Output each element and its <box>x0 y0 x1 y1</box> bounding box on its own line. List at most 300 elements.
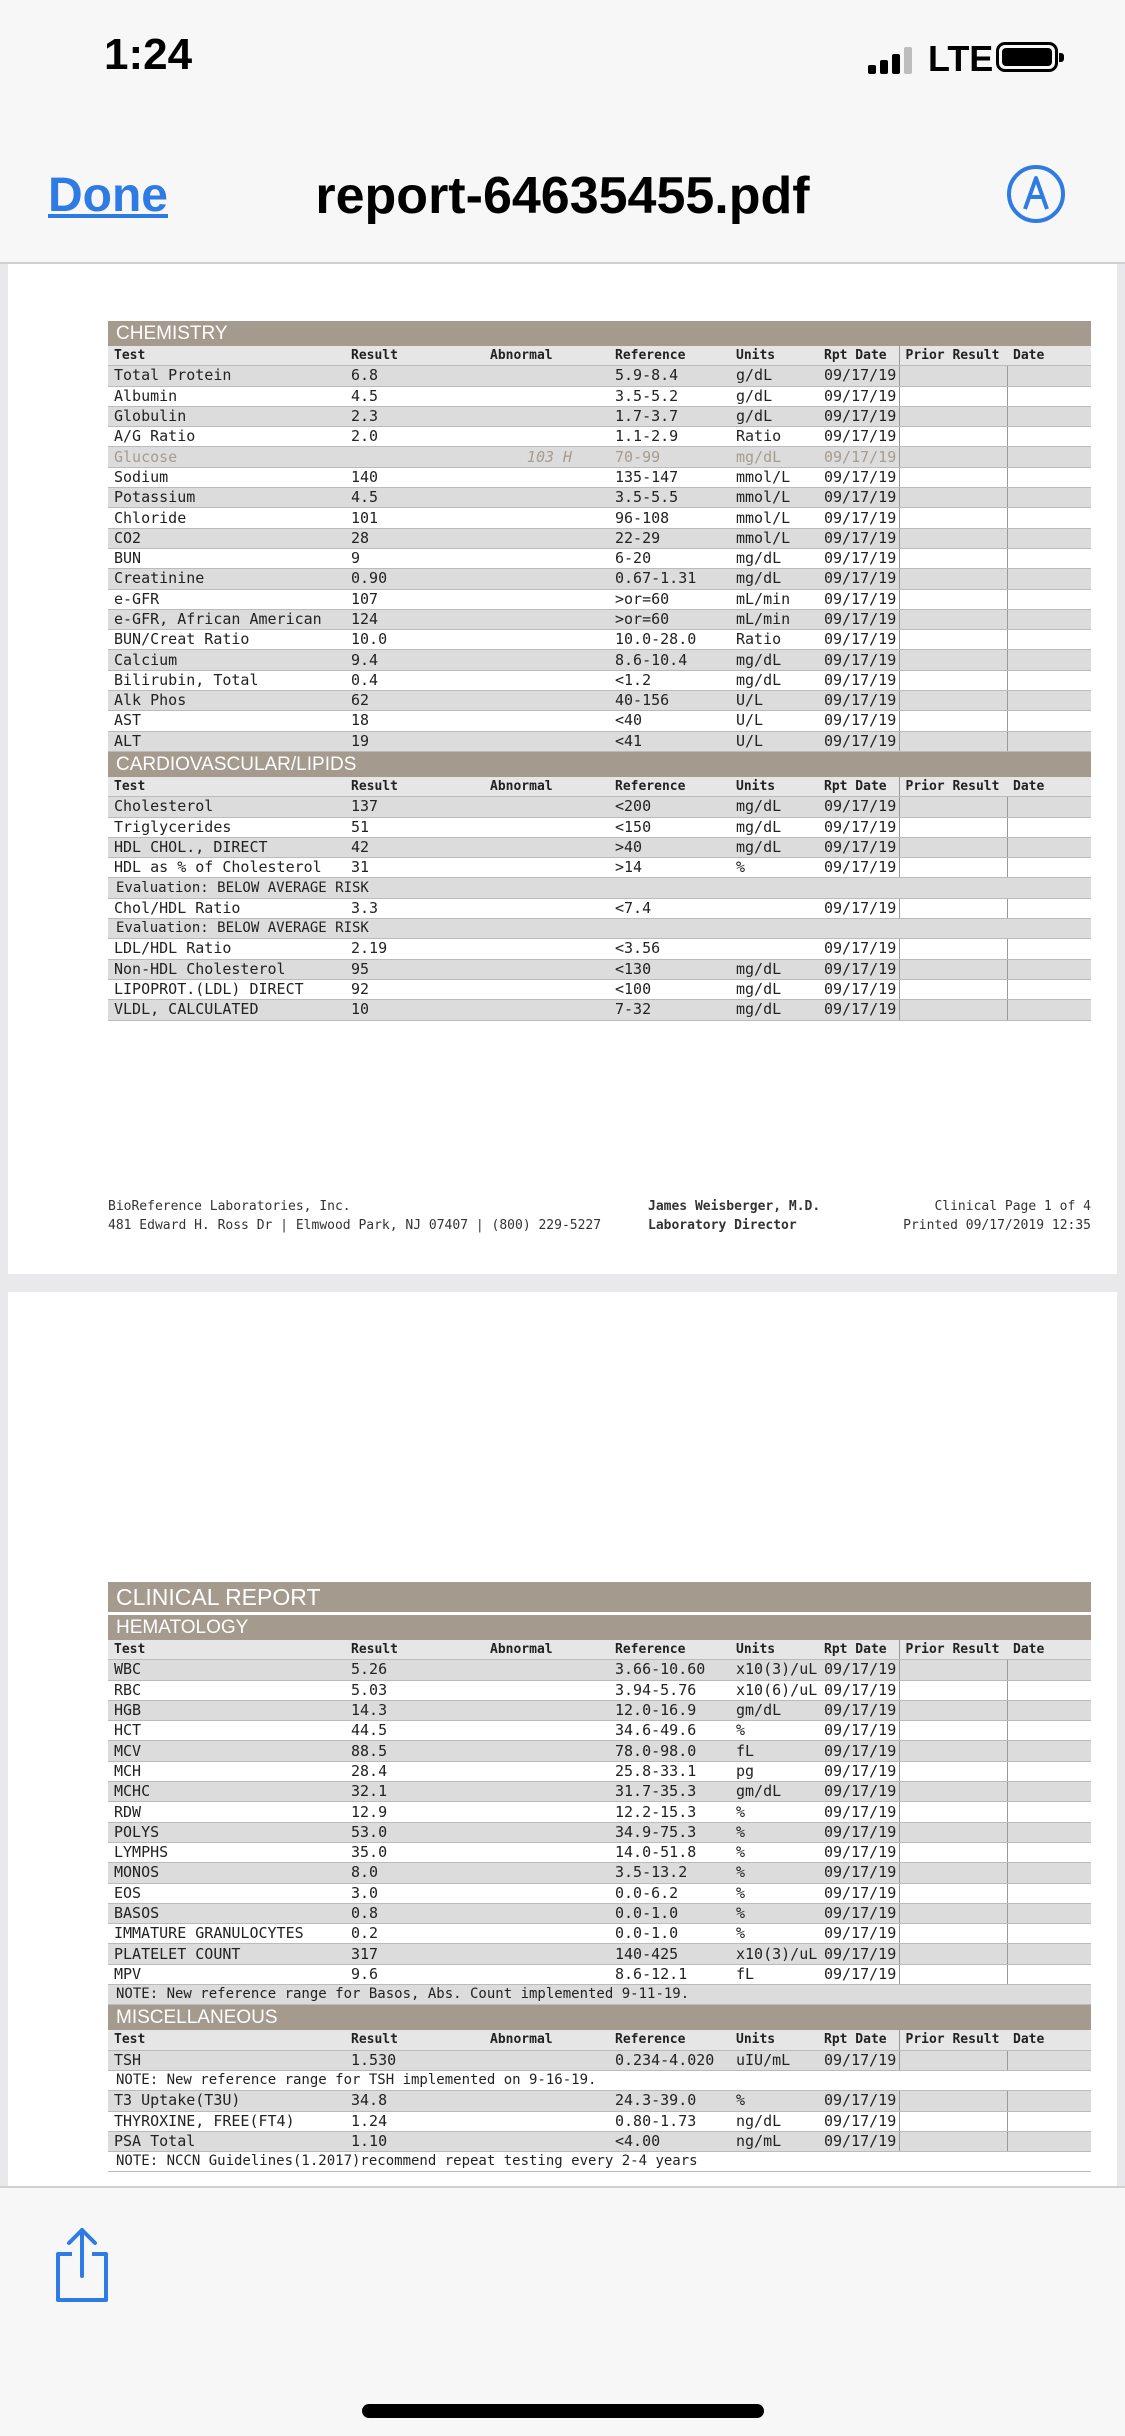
abnormal-value <box>484 898 609 918</box>
column-header: Date <box>1007 346 1091 366</box>
prior-date <box>1007 1761 1091 1781</box>
units: mg/dL <box>730 837 818 857</box>
result-value: 18 <box>345 711 484 731</box>
test-name: PLATELET COUNT <box>108 1944 345 1964</box>
table-row <box>108 1863 1091 1883</box>
test-name: BASOS <box>108 1903 345 1923</box>
result-value: 5.26 <box>345 1660 484 1680</box>
units: gm/dL <box>730 1782 818 1802</box>
result-value: 0.2 <box>345 1924 484 1944</box>
prior-result <box>899 979 1007 999</box>
result-value: 124 <box>345 609 484 629</box>
result-value: 1.530 <box>345 2050 484 2070</box>
reference-range: 0.67-1.31 <box>609 569 730 589</box>
prior-date <box>1007 898 1091 918</box>
reference-range: 1.7-3.7 <box>609 406 730 426</box>
reference-range: 40-156 <box>609 691 730 711</box>
result-value: 9.6 <box>345 1964 484 1984</box>
prior-date <box>1007 731 1091 751</box>
director-title: Laboratory Director <box>648 1218 797 1233</box>
column-header: Date <box>1007 1640 1091 1660</box>
table-row <box>108 1903 1091 1923</box>
abnormal-value: 103 H <box>484 447 609 467</box>
prior-result <box>899 630 1007 650</box>
test-name: WBC <box>108 1660 345 1680</box>
prior-date <box>1007 1782 1091 1802</box>
note-text: Evaluation: BELOW AVERAGE RISK <box>108 878 1091 898</box>
note-text: NOTE: NCCN Guidelines(1.2017)recommend repeat testing every 2-4 years <box>108 2152 1091 2172</box>
abnormal-value <box>484 1782 609 1802</box>
result-value: 4.5 <box>345 488 484 508</box>
prior-result <box>899 817 1007 837</box>
abnormal-value <box>484 959 609 979</box>
result-value: 3.0 <box>345 1883 484 1903</box>
report-date: 09/17/19 <box>818 569 899 589</box>
abnormal-value <box>484 467 609 487</box>
abnormal-value <box>484 427 609 447</box>
reference-range: >40 <box>609 837 730 857</box>
test-name: PSA Total <box>108 2131 345 2151</box>
table-row <box>108 467 1091 487</box>
reference-range: <3.56 <box>609 939 730 959</box>
prior-result <box>899 569 1007 589</box>
prior-result <box>899 2111 1007 2131</box>
test-name: T3 Uptake(T3U) <box>108 2091 345 2111</box>
result-value: 101 <box>345 508 484 528</box>
test-name: IMMATURE GRANULOCYTES <box>108 1924 345 1944</box>
prior-result <box>899 691 1007 711</box>
reference-range: 135-147 <box>609 467 730 487</box>
result-value: 95 <box>345 959 484 979</box>
prior-date <box>1007 1700 1091 1720</box>
prior-date <box>1007 817 1091 837</box>
abnormal-value <box>484 2050 609 2070</box>
done-button[interactable]: Done <box>48 169 168 222</box>
units: % <box>730 1842 818 1862</box>
report-date: 09/17/19 <box>818 1782 899 1802</box>
units: ng/mL <box>730 2131 818 2151</box>
table-row <box>108 1842 1091 1862</box>
units: % <box>730 2091 818 2111</box>
abnormal-value <box>484 1680 609 1700</box>
prior-date <box>1007 609 1091 629</box>
prior-date <box>1007 548 1091 568</box>
home-indicator[interactable] <box>362 2404 764 2418</box>
test-name: Potassium <box>108 488 345 508</box>
units: mmol/L <box>730 467 818 487</box>
table-row <box>108 1924 1091 1944</box>
note-text: Evaluation: BELOW AVERAGE RISK <box>108 919 1091 939</box>
miscellaneous-table <box>108 2030 1091 2172</box>
units: uIU/mL <box>730 2050 818 2070</box>
test-name: POLYS <box>108 1822 345 1842</box>
share-icon[interactable] <box>52 2226 112 2304</box>
test-name: BUN/Creat Ratio <box>108 630 345 650</box>
table-row <box>108 1883 1091 1903</box>
prior-result <box>899 797 1007 817</box>
report-date: 09/17/19 <box>818 1863 899 1883</box>
units: mg/dL <box>730 979 818 999</box>
prior-date <box>1007 386 1091 406</box>
report-date: 09/17/19 <box>818 959 899 979</box>
units: % <box>730 1721 818 1741</box>
result-value: 0.8 <box>345 1903 484 1923</box>
report-date: 09/17/19 <box>818 589 899 609</box>
report-date: 09/17/19 <box>818 939 899 959</box>
table-row <box>108 939 1091 959</box>
test-name: VLDL, CALCULATED <box>108 1000 345 1020</box>
abnormal-value <box>484 1822 609 1842</box>
table-row <box>108 2050 1091 2070</box>
prior-result <box>899 589 1007 609</box>
report-date: 09/17/19 <box>818 650 899 670</box>
prior-date <box>1007 467 1091 487</box>
units: U/L <box>730 691 818 711</box>
report-date: 09/17/19 <box>818 898 899 918</box>
reference-range: 10.0-28.0 <box>609 630 730 650</box>
reference-range: 78.0-98.0 <box>609 1741 730 1761</box>
column-header: Prior Result <box>899 346 1007 366</box>
test-name: HCT <box>108 1721 345 1741</box>
result-value: 0.90 <box>345 569 484 589</box>
report-date: 09/17/19 <box>818 630 899 650</box>
abnormal-value <box>484 691 609 711</box>
reference-range: 96-108 <box>609 508 730 528</box>
units: U/L <box>730 711 818 731</box>
reference-range: 0.80-1.73 <box>609 2111 730 2131</box>
units: ng/dL <box>730 2111 818 2131</box>
test-name: Total Protein <box>108 366 345 386</box>
table-row <box>108 898 1091 918</box>
units: mg/dL <box>730 817 818 837</box>
prior-date <box>1007 630 1091 650</box>
prior-date <box>1007 1802 1091 1822</box>
result-value: 9 <box>345 548 484 568</box>
abnormal-value <box>484 1883 609 1903</box>
abnormal-value <box>484 630 609 650</box>
prior-date <box>1007 508 1091 528</box>
prior-date <box>1007 670 1091 690</box>
report-date: 09/17/19 <box>818 1802 899 1822</box>
table-header-row <box>108 1640 1091 1660</box>
report-date: 09/17/19 <box>818 1721 899 1741</box>
column-header: Prior Result <box>899 2030 1007 2050</box>
units: g/dL <box>730 406 818 426</box>
column-header: Reference <box>609 1640 730 1660</box>
abnormal-value <box>484 837 609 857</box>
prior-date <box>1007 569 1091 589</box>
section-header-cardiovascular: CARDIOVASCULAR/LIPIDS <box>108 752 1091 777</box>
result-value: 53.0 <box>345 1822 484 1842</box>
prior-result <box>899 2131 1007 2151</box>
column-header: Test <box>108 1640 345 1660</box>
prior-result <box>899 731 1007 751</box>
report-date: 09/17/19 <box>818 837 899 857</box>
prior-result <box>899 2091 1007 2111</box>
prior-date <box>1007 939 1091 959</box>
abnormal-value <box>484 1700 609 1720</box>
abnormal-value <box>484 731 609 751</box>
test-name: ALT <box>108 731 345 751</box>
test-name: RBC <box>108 1680 345 1700</box>
document-title: report-64635455.pdf <box>315 167 810 225</box>
result-value: 35.0 <box>345 1842 484 1862</box>
prior-result <box>899 858 1007 878</box>
reference-range: 6-20 <box>609 548 730 568</box>
report-date: 09/17/19 <box>818 1842 899 1862</box>
prior-result <box>899 711 1007 731</box>
report-date: 09/17/19 <box>818 2091 899 2111</box>
status-bar <box>0 0 1125 130</box>
prior-date <box>1007 528 1091 548</box>
units: mg/dL <box>730 569 818 589</box>
table-row <box>108 858 1091 878</box>
result-value: 14.3 <box>345 1700 484 1720</box>
units: fL <box>730 1741 818 1761</box>
result-value: 12.9 <box>345 1802 484 1822</box>
column-header: Prior Result <box>899 1640 1007 1660</box>
reference-range: 12.0-16.9 <box>609 1700 730 1720</box>
table-header-row <box>108 2030 1091 2050</box>
table-note-row <box>108 2152 1091 2172</box>
result-value: 92 <box>345 979 484 999</box>
prior-date <box>1007 1000 1091 1020</box>
column-header: Units <box>730 777 818 797</box>
column-header: Rpt Date <box>818 2030 899 2050</box>
report-date: 09/17/19 <box>818 1741 899 1761</box>
table-row <box>108 1761 1091 1781</box>
units <box>730 898 818 918</box>
table-row <box>108 447 1091 467</box>
prior-result <box>899 508 1007 528</box>
table-row <box>108 406 1091 426</box>
test-name: e-GFR, African American <box>108 609 345 629</box>
prior-date <box>1007 589 1091 609</box>
prior-result <box>899 467 1007 487</box>
abnormal-value <box>484 1660 609 1680</box>
units: g/dL <box>730 366 818 386</box>
prior-date <box>1007 1741 1091 1761</box>
table-header-row <box>108 346 1091 366</box>
result-value: 44.5 <box>345 1721 484 1741</box>
units: x10(6)/uL <box>730 1680 818 1700</box>
prior-date <box>1007 1903 1091 1923</box>
report-date: 09/17/19 <box>818 1000 899 1020</box>
test-name: Chol/HDL Ratio <box>108 898 345 918</box>
reference-range: 3.5-13.2 <box>609 1863 730 1883</box>
units: gm/dL <box>730 1700 818 1720</box>
result-value: 88.5 <box>345 1741 484 1761</box>
markup-icon[interactable] <box>1006 164 1066 224</box>
table-row <box>108 817 1091 837</box>
test-name: EOS <box>108 1883 345 1903</box>
test-name: LDL/HDL Ratio <box>108 939 345 959</box>
table-row <box>108 386 1091 406</box>
prior-date <box>1007 427 1091 447</box>
reference-range: 22-29 <box>609 528 730 548</box>
table-row <box>108 731 1091 751</box>
table-note-row <box>108 878 1091 898</box>
abnormal-value <box>484 1721 609 1741</box>
prior-date <box>1007 2050 1091 2070</box>
prior-date <box>1007 1924 1091 1944</box>
prior-date <box>1007 858 1091 878</box>
table-row <box>108 650 1091 670</box>
lab-address: 481 Edward H. Ross Dr | Elmwood Park, NJ 07407 | (800) 229-5227 <box>108 1218 602 1233</box>
test-name: A/G Ratio <box>108 427 345 447</box>
table-row <box>108 630 1091 650</box>
table-row <box>108 2111 1091 2131</box>
table-row <box>108 837 1091 857</box>
units: % <box>730 1802 818 1822</box>
note-text: NOTE: New reference range for Basos, Abs. Count implemented 9-11-19. <box>108 1985 1091 2005</box>
column-header: Abnormal <box>484 2030 609 2050</box>
result-value: 31 <box>345 858 484 878</box>
prior-result <box>899 1903 1007 1923</box>
prior-result <box>899 427 1007 447</box>
abnormal-value <box>484 569 609 589</box>
prior-date <box>1007 406 1091 426</box>
prior-result <box>899 1721 1007 1741</box>
units: x10(3)/uL <box>730 1944 818 1964</box>
table-row <box>108 1822 1091 1842</box>
report-date: 09/17/19 <box>818 528 899 548</box>
prior-date <box>1007 691 1091 711</box>
report-date: 09/17/19 <box>818 467 899 487</box>
column-header: Result <box>345 2030 484 2050</box>
units: Ratio <box>730 630 818 650</box>
table-row <box>108 1680 1091 1700</box>
reference-range: 70-99 <box>609 447 730 467</box>
abnormal-value <box>484 2091 609 2111</box>
abnormal-value <box>484 939 609 959</box>
result-value: 51 <box>345 817 484 837</box>
reference-range: <7.4 <box>609 898 730 918</box>
section-header-chemistry: CHEMISTRY <box>108 321 1091 346</box>
report-date: 09/17/19 <box>818 2131 899 2151</box>
result-value: 8.0 <box>345 1863 484 1883</box>
units: mg/dL <box>730 548 818 568</box>
prior-result <box>899 528 1007 548</box>
reference-range: 0.0-1.0 <box>609 1924 730 1944</box>
table-row <box>108 569 1091 589</box>
units: pg <box>730 1761 818 1781</box>
reference-range: <4.00 <box>609 2131 730 2151</box>
report-date: 09/17/19 <box>818 1944 899 1964</box>
prior-result <box>899 2050 1007 2070</box>
abnormal-value <box>484 650 609 670</box>
table-row <box>108 1944 1091 1964</box>
column-header: Units <box>730 2030 818 2050</box>
reference-range: <100 <box>609 979 730 999</box>
units: % <box>730 858 818 878</box>
reference-range: >or=60 <box>609 589 730 609</box>
column-header: Test <box>108 777 345 797</box>
prior-result <box>899 488 1007 508</box>
units: % <box>730 1863 818 1883</box>
report-date: 09/17/19 <box>818 366 899 386</box>
table-row <box>108 1741 1091 1761</box>
abnormal-value <box>484 609 609 629</box>
reference-range: 25.8-33.1 <box>609 1761 730 1781</box>
result-value: 2.3 <box>345 406 484 426</box>
table-row <box>108 427 1091 447</box>
reference-range: 3.66-10.60 <box>609 1660 730 1680</box>
test-name: HDL CHOL., DIRECT <box>108 837 345 857</box>
units: U/L <box>730 731 818 751</box>
abnormal-value <box>484 2131 609 2151</box>
result-value: 1.24 <box>345 2111 484 2131</box>
test-name: Triglycerides <box>108 817 345 837</box>
test-name: Cholesterol <box>108 797 345 817</box>
column-header: Abnormal <box>484 777 609 797</box>
prior-date <box>1007 1822 1091 1842</box>
prior-result <box>899 670 1007 690</box>
report-date: 09/17/19 <box>818 1822 899 1842</box>
prior-result <box>899 939 1007 959</box>
test-name: LYMPHS <box>108 1842 345 1862</box>
navigation-bar <box>0 130 1125 264</box>
report-date: 09/17/19 <box>818 447 899 467</box>
abnormal-value <box>484 1863 609 1883</box>
result-value: 62 <box>345 691 484 711</box>
report-date: 09/17/19 <box>818 609 899 629</box>
report-date: 09/17/19 <box>818 711 899 731</box>
units: mg/dL <box>730 650 818 670</box>
units: % <box>730 1822 818 1842</box>
result-value: 32.1 <box>345 1782 484 1802</box>
report-date: 09/17/19 <box>818 670 899 690</box>
prior-date <box>1007 2111 1091 2131</box>
test-name: MCHC <box>108 1782 345 1802</box>
reference-range: <41 <box>609 731 730 751</box>
reference-range: 8.6-10.4 <box>609 650 730 670</box>
prior-result <box>899 1802 1007 1822</box>
prior-result <box>899 1842 1007 1862</box>
test-name: Bilirubin, Total <box>108 670 345 690</box>
test-name: e-GFR <box>108 589 345 609</box>
abnormal-value <box>484 1903 609 1923</box>
units: mg/dL <box>730 447 818 467</box>
table-row <box>108 979 1091 999</box>
page-label: Clinical Page 1 of 4 <box>934 1199 1091 1214</box>
table-row <box>108 1802 1091 1822</box>
note-text: NOTE: New reference range for TSH implemented on 9-16-19. <box>108 2070 1091 2090</box>
result-value <box>345 447 484 467</box>
column-header: Test <box>108 346 345 366</box>
report-date: 09/17/19 <box>818 1680 899 1700</box>
reference-range: 34.6-49.6 <box>609 1721 730 1741</box>
report-date: 09/17/19 <box>818 979 899 999</box>
table-row <box>108 1700 1091 1720</box>
reference-range: <130 <box>609 959 730 979</box>
prior-date <box>1007 1883 1091 1903</box>
chemistry-table <box>108 346 1091 752</box>
column-header: Test <box>108 2030 345 2050</box>
abnormal-value <box>484 711 609 731</box>
result-value: 2.19 <box>345 939 484 959</box>
prior-result <box>899 548 1007 568</box>
report-date: 09/17/19 <box>818 427 899 447</box>
report-date: 09/17/19 <box>818 2111 899 2131</box>
pdf-viewer[interactable] <box>0 264 1125 2186</box>
test-name: TSH <box>108 2050 345 2070</box>
abnormal-value <box>484 1842 609 1862</box>
report-date: 09/17/19 <box>818 488 899 508</box>
test-name: HGB <box>108 1700 345 1720</box>
prior-date <box>1007 2131 1091 2151</box>
column-header: Units <box>730 1640 818 1660</box>
